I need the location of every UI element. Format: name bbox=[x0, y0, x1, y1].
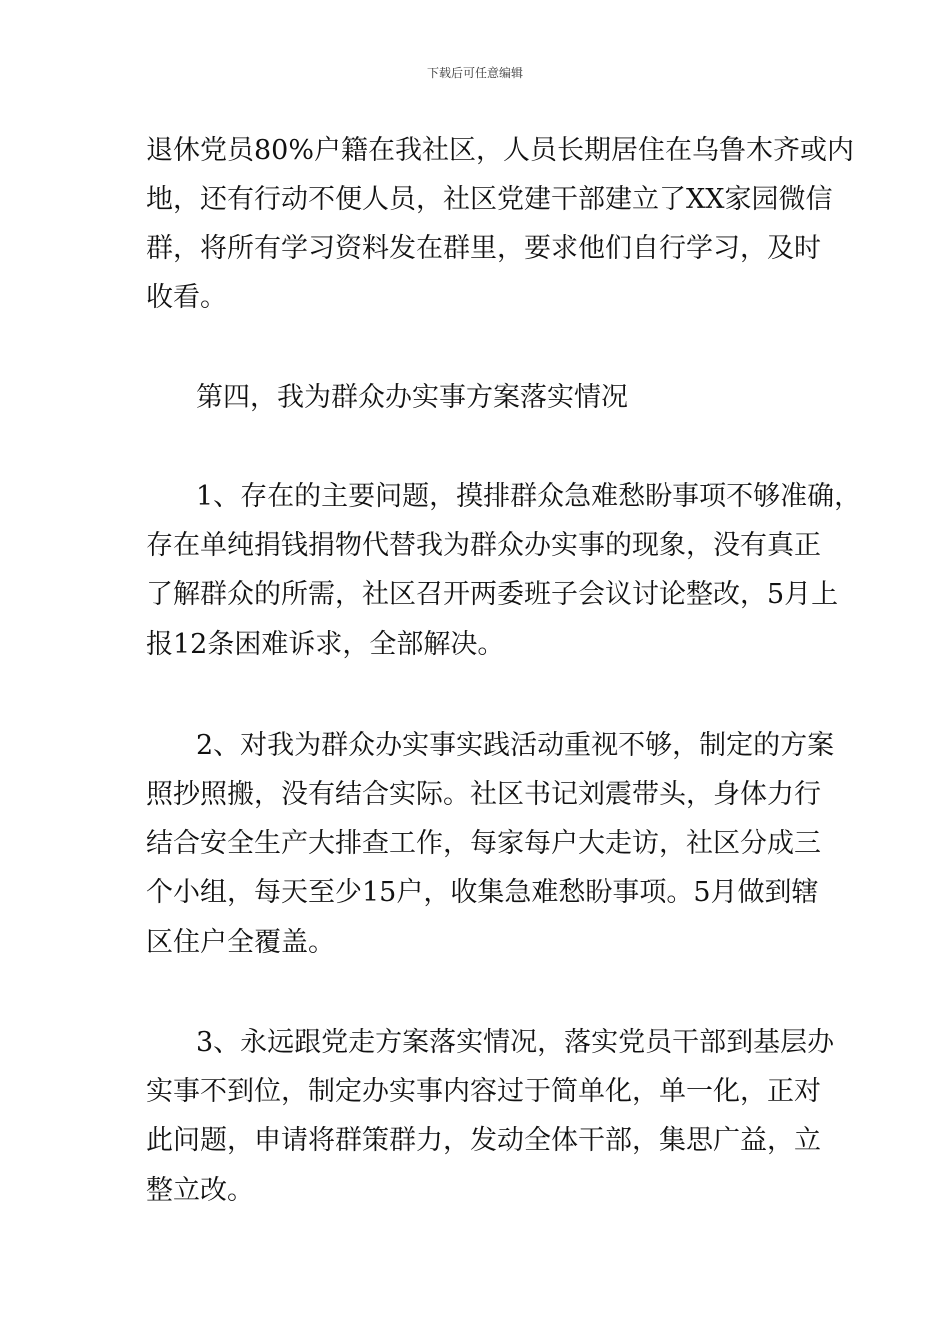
paragraph-line: 2、对我为群众办实事实践活动重视不够，制定的方案 bbox=[196, 730, 835, 761]
paragraph-line: 退休党员80%户籍在我社区，人员长期居住在乌鲁木齐或内 bbox=[146, 135, 855, 166]
paragraph-line: 结合安全生产大排查工作，每家每户大走访，社区分成三 bbox=[146, 828, 821, 859]
paragraph-line: 存在单纯捐钱捐物代替我为群众办实事的现象，没有真正 bbox=[146, 530, 821, 561]
paragraph-line: 区住户全覆盖。 bbox=[146, 927, 335, 958]
paragraph-line: 报12条困难诉求，全部解决。 bbox=[146, 629, 505, 660]
section-heading: 第四，我为群众办实事方案落实情况 bbox=[196, 382, 628, 413]
paragraph-line: 3、永远跟党走方案落实情况，落实党员干部到基层办 bbox=[196, 1027, 835, 1058]
paragraph-line: 个小组，每天至少15户，收集急难愁盼事项。5月做到辖 bbox=[146, 877, 819, 908]
paragraph-line: 实事不到位，制定办实事内容过于简单化，单一化，正对 bbox=[146, 1076, 821, 1107]
paragraph-line: 收看。 bbox=[146, 282, 227, 313]
paragraph-line: 地，还有行动不便人员，社区党建干部建立了XX家园微信 bbox=[146, 184, 833, 215]
page-header: 下载后可任意编辑 bbox=[426, 66, 523, 80]
paragraph-line: 照抄照搬，没有结合实际。社区书记刘震带头，身体力行 bbox=[146, 779, 821, 810]
paragraph-line: 此问题，申请将群策群力，发动全体干部，集思广益，立 bbox=[146, 1125, 821, 1156]
paragraph-line: 1、存在的主要问题，摸排群众急难愁盼事项不够准确， bbox=[196, 481, 862, 512]
paragraph-line: 整立改。 bbox=[146, 1175, 254, 1206]
paragraph-line: 群，将所有学习资料发在群里，要求他们自行学习，及时 bbox=[146, 233, 821, 264]
paragraph-line: 了解群众的所需，社区召开两委班子会议讨论整改，5月上 bbox=[146, 579, 839, 610]
